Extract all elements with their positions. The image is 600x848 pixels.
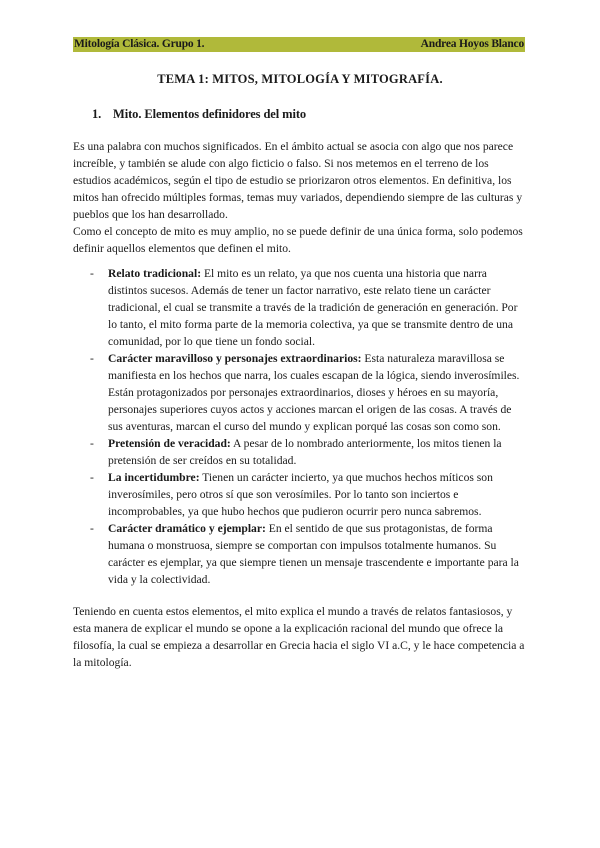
document-title: TEMA 1: MITOS, MITOLOGÍA Y MITOGRAFÍA. <box>157 72 443 86</box>
list-item <box>92 435 525 469</box>
list-item-term: Carácter dramático y ejemplar: <box>108 522 266 535</box>
conclusion-paragraph: Teniendo en cuenta estos elementos, el mito explica el mundo a través de relatos fantasiosos, y esta manera de explicar el mundo se opone a la explicación racional del mundo que ofrece la filosofía, la cual se empieza a desarrollar en Grecia hacia el siglo VI a.C, y le hace competencia a la mitología. <box>73 605 525 669</box>
list-dash: - <box>90 437 94 450</box>
elements-list <box>92 265 525 588</box>
page-header <box>73 37 525 52</box>
list-item-term: Pretensión de veracidad: <box>108 437 231 450</box>
list-dash: - <box>90 267 94 280</box>
list-item-text: Esta naturaleza maravillosa se manifiesta en los hechos que narra, los cuales escapan de la lógica, siendo inverosímiles. Están protagonizados por personajes extraordinarios, dioses y héroes en su mayoría, personajes superiores cuyos actos y acciones marcan el origen de las cosas. A través de sus aventuras, marcan el curso del mundo y explican porqué las cosas son como son. <box>108 352 520 433</box>
list-item <box>92 265 525 350</box>
intro-text-1: Es una palabra con muchos significados. En el ámbito actual se asocia con algo que nos parece increíble, y también se alude con algo ficticio o falso. Si nos metemos en el terreno de los estudios académicos, según el tipo de estudio se priorizaron otros elementos. En definitiva, los mitos han ofrecido múltiples formas, temas muy variados, dependiendo siempre de las culturas y pueblos que los han desarrollado. <box>73 140 523 221</box>
list-item-text: Tienen un carácter incierto, ya que muchos hechos míticos son inverosímiles, pero otros sí que son verosímiles. Por lo tanto son inciertos e incomprobables, ya que hubo hechos que pudieron ocurrir pero nunca sabremos. <box>108 471 493 518</box>
intro-paragraph <box>73 138 525 257</box>
header-course: Mitología Clásica. Grupo 1. <box>74 38 205 50</box>
intro-text-2: Como el concepto de mito es muy amplio, no se puede definir de una única forma, solo podemos definir aquellos elementos que definen el mito. <box>73 225 523 255</box>
list-item-term: Relato tradicional: <box>108 267 202 280</box>
section-heading <box>92 107 306 122</box>
list-item <box>92 520 525 588</box>
list-item <box>92 469 525 520</box>
section-heading-text: Mito. Elementos definidores del mito <box>113 107 307 121</box>
list-dash: - <box>90 522 94 535</box>
list-item-text: El mito es un relato, ya que nos cuenta una historia que narra distintos sucesos. Además de tener un factor narrativo, este relato tiene un carácter tradicional, el cual se transmite a través de la tradición de generación en generación. Por lo tanto, el mito forma parte de la memoria colectiva, ya que se transmite dentro de una comunidad, por lo que tiene un fondo social. <box>108 267 518 348</box>
list-item-text: A pesar de lo nombrado anteriormente, los mitos tienen la pretensión de ser creídos en su totalidad. <box>108 437 502 467</box>
list-item-term: La incertidumbre: <box>108 471 200 484</box>
list-dash: - <box>90 471 94 484</box>
list-item <box>92 350 525 435</box>
list-dash: - <box>90 352 94 365</box>
list-item-term: Carácter maravilloso y personajes extraordinarios: <box>108 352 362 365</box>
list-item-text: En el sentido de que sus protagonistas, de forma humana o monstruosa, siempre se comportan con impulsos totalmente humanos. Su carácter es ejemplar, ya que siempre tienen un mensaje trascendente e importante para la vida y la colectividad. <box>108 522 519 586</box>
header-author: Andrea Hoyos Blanco <box>420 38 524 50</box>
section-number: 1. <box>92 107 102 121</box>
